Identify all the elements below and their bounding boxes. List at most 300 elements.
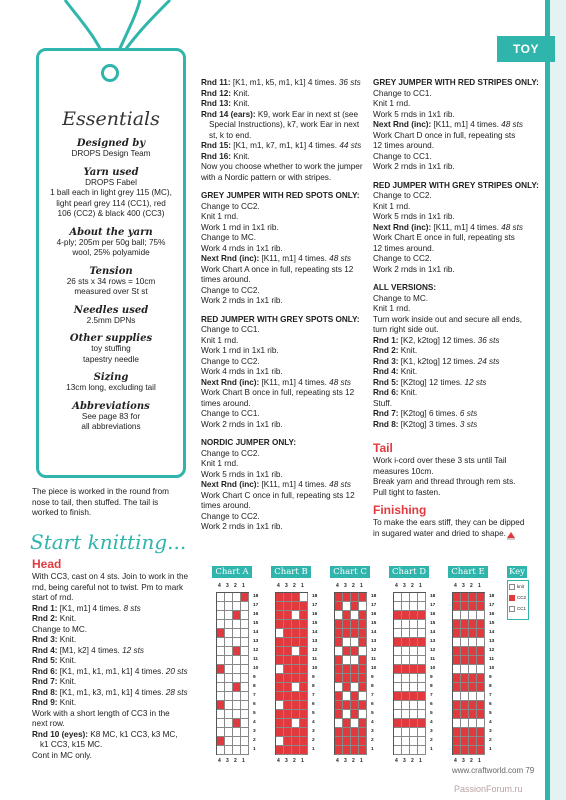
chart-cell: [233, 746, 241, 755]
chart-cell: [402, 683, 410, 692]
finishing-heading: Finishing: [373, 503, 427, 517]
instruction-line: Change to CC2.: [201, 511, 260, 521]
chart-cell: [292, 710, 300, 719]
sizing-heading: Sizing: [93, 372, 129, 383]
chart-cell: [461, 692, 469, 701]
chart-cell: [418, 674, 426, 683]
chart-col-label: 1: [242, 758, 245, 764]
chart-cell: [335, 710, 343, 719]
chart-cell: [241, 638, 249, 647]
chart-cell: [410, 656, 418, 665]
instruction-line: [201, 430, 371, 438]
chart-cell: [453, 746, 461, 755]
instruction-line: Work 5 rnds in 1x1 rib.: [201, 469, 283, 479]
chart-cell: [300, 638, 308, 647]
instruction-line: Stuff.: [373, 398, 392, 408]
chart-col-label: 1: [478, 583, 481, 589]
chart-cell: [241, 602, 249, 611]
chart-cell: [300, 692, 308, 701]
chart-cell: [241, 674, 249, 683]
chart-row-label: 3: [489, 729, 492, 734]
chart-row-label: 17: [371, 603, 377, 608]
chart-row-label: 17: [253, 603, 259, 608]
chart-cell: [394, 746, 402, 755]
instruction-line: Rnd 3: Knit.: [32, 635, 77, 644]
chart-cell: [225, 656, 233, 665]
chart-title: Chart C: [330, 566, 370, 578]
chart-cell: [335, 602, 343, 611]
chart-cell: [394, 674, 402, 683]
chart-cell: [351, 701, 359, 710]
chart-title: Chart A: [212, 566, 252, 578]
chart-row-label: 4: [312, 720, 315, 725]
instruction-line: GREY JUMPER WITH RED STRIPES ONLY:: [373, 78, 539, 87]
chart-cell: [351, 692, 359, 701]
chart-cell: [233, 692, 241, 701]
chart-cell: [335, 647, 343, 656]
chart-col-label: 2: [234, 758, 237, 764]
chart-cell: [343, 611, 351, 620]
abbrev-heading: Abbreviations: [72, 400, 150, 412]
chart-cell: [292, 719, 300, 728]
chart-cell: [300, 656, 308, 665]
chart-cell: [225, 611, 233, 620]
chart-row-label: 2: [312, 738, 315, 743]
chart-cell: [394, 629, 402, 638]
instruction-line: Next Rnd (inc): [K11, m1] 4 times. 48 sts: [373, 120, 524, 129]
chart-cell: [351, 674, 359, 683]
chart-cell: [284, 692, 292, 701]
chart-cell: [418, 692, 426, 701]
chart-cell: [241, 728, 249, 737]
chart-cell: [461, 656, 469, 665]
chart-cell: [276, 611, 284, 620]
chart-cell: [394, 701, 402, 710]
chart-cell: [410, 620, 418, 629]
chart-cell: [300, 719, 308, 728]
chart-row-label: 16: [430, 612, 436, 617]
instruction-line: With CC3, cast on 4 sts. Join to work in the: [32, 572, 189, 581]
chart-cell: [359, 710, 367, 719]
instruction-line: Knit 1 rnd.: [201, 212, 239, 221]
chart-cell: [453, 701, 461, 710]
instruction-line: Knit 1 rnd.: [373, 304, 411, 313]
instruction-line: GREY JUMPER WITH RED SPOTS ONLY:: [201, 191, 360, 200]
instruction-line: Change to CC2.: [201, 356, 260, 366]
chart-cell: [469, 629, 477, 638]
instruction-line: Work Chart C once in full, repeating sts 12: [201, 490, 355, 500]
chart-cell: [292, 647, 300, 656]
chart-cell: [300, 674, 308, 683]
chart-cell: [477, 701, 485, 710]
chart-cell: [402, 737, 410, 746]
chart-row-label: 8: [430, 684, 433, 689]
key-swatch-cc2: [509, 595, 515, 601]
chart-cell: [359, 638, 367, 647]
instruction-line: times around.: [201, 275, 251, 284]
chart-cell: [359, 620, 367, 629]
chart-cell: [292, 611, 300, 620]
chart-cell: [300, 620, 308, 629]
instruction-line: Work 1 rnd in 1x1 rib.: [201, 222, 279, 232]
chart-cell: [241, 719, 249, 728]
chart-grid: [216, 592, 249, 755]
chart-row-label: 3: [253, 729, 256, 734]
chart-cell: [410, 647, 418, 656]
chart-col-label: 4: [454, 583, 457, 589]
chart-cell: [469, 665, 477, 674]
chart-cell: [241, 692, 249, 701]
chart-col-label: 2: [470, 583, 473, 589]
chart-cell: [469, 638, 477, 647]
chart-cell: [335, 701, 343, 710]
chart-row-label: 5: [430, 711, 433, 716]
chart-grid: [393, 592, 426, 755]
chart-cell: [453, 737, 461, 746]
chart-cell: [225, 692, 233, 701]
chart-cell: [359, 674, 367, 683]
chart-cell: [300, 611, 308, 620]
chart-cell: [284, 593, 292, 602]
instruction-line: Rnd 7: [K2tog] 6 times. 6 sts: [373, 409, 478, 418]
chart-cell: [335, 728, 343, 737]
instruction-line: [373, 275, 543, 283]
chart-cell: [418, 629, 426, 638]
instruction-line: Change to CC2.: [201, 285, 260, 295]
chart-row-label: 13: [253, 639, 259, 644]
chart-row-label: 6: [253, 702, 256, 707]
instruction-line: Rnd 1: [K1, m1] 4 times. 8 sts: [32, 603, 141, 613]
chart-cell: [217, 719, 225, 728]
chart-row-label: 10: [489, 666, 495, 671]
instruction-line: Work Chart E once in full, repeating sts: [373, 233, 515, 242]
chart-cell: [225, 737, 233, 746]
instruction-line: ALL VERSIONS:: [373, 283, 437, 292]
chart-row-label: 5: [312, 711, 315, 716]
chart-cell: [284, 737, 292, 746]
instruction-line: Work 2 rnds in 1x1 rib.: [201, 522, 283, 531]
chart-cell: [359, 629, 367, 638]
chart-cell: [233, 683, 241, 692]
chart-cell: [453, 710, 461, 719]
chart-cell: [477, 656, 485, 665]
chart-cell: [292, 674, 300, 683]
chart-cell: [335, 638, 343, 647]
chart-row-label: 6: [371, 702, 374, 707]
chart-row-label: 18: [253, 594, 259, 599]
instruction-line: with a Nordic pattern or with stripes.: [201, 172, 332, 182]
chart-cell: [477, 719, 485, 728]
chart-cell: [394, 710, 402, 719]
chart-cell: [402, 611, 410, 620]
chart-row-label: 3: [430, 729, 433, 734]
instruction-line: Work with a short length of CC3 in the: [32, 708, 170, 718]
chart-row-label: 5: [489, 711, 492, 716]
instruction-line: Rnd 2: Knit.: [32, 614, 77, 623]
chart-cell: [453, 620, 461, 629]
chart-col-label: 2: [470, 758, 473, 764]
chart-cell: [477, 710, 485, 719]
instruction-line: in sugared water and dried to shape.: [373, 528, 506, 538]
chart-cell: [233, 656, 241, 665]
chart-cell: [343, 710, 351, 719]
chart-cell: [469, 692, 477, 701]
instruction-line: Now you choose whether to work the jumper: [201, 162, 363, 171]
chart-row-label: 3: [371, 729, 374, 734]
chart-col-label: 4: [336, 583, 339, 589]
chart-col-label: 4: [277, 583, 280, 589]
chart-col-label: 4: [218, 758, 221, 764]
instruction-line: times around.: [201, 398, 251, 408]
chart-row-label: 4: [371, 720, 374, 725]
chart-cell: [402, 719, 410, 728]
about-heading: About the yarn: [69, 226, 153, 238]
chart-col-label: 3: [344, 758, 347, 764]
chart-cell: [410, 683, 418, 692]
chart-cell: [410, 602, 418, 611]
instruction-line: rnd, being careful not to twist. Pm to mark: [32, 582, 184, 592]
section-tab: TOY: [497, 36, 555, 62]
chart-cell: [394, 656, 402, 665]
instruction-line: Work Chart B once in full, repeating sts 12: [201, 388, 355, 397]
chart-row-label: 12: [489, 648, 495, 653]
chart-col-label: 3: [226, 583, 229, 589]
chart-cell: [292, 665, 300, 674]
chart-col-label: 1: [360, 583, 363, 589]
chart-cell: [477, 674, 485, 683]
chart-cell: [351, 629, 359, 638]
chart-cell: [276, 665, 284, 674]
chart-col-label: 3: [403, 758, 406, 764]
chart-cell: [359, 701, 367, 710]
chart-cell: [469, 674, 477, 683]
chart-cell: [469, 737, 477, 746]
chart-cell: [217, 701, 225, 710]
chart-row-label: 15: [489, 621, 495, 626]
chart-col-label: 2: [293, 583, 296, 589]
instruction-line: Special Instructions), k7, work Ear in next: [209, 120, 360, 129]
chart-col-label: 3: [462, 758, 465, 764]
chart-row-label: 10: [253, 666, 259, 671]
chart-cell: [351, 710, 359, 719]
chart-cell: [241, 629, 249, 638]
instruction-line: Next Rnd (inc): [K11, m1] 4 times. 48 sts: [373, 222, 524, 232]
chart-cell: [351, 647, 359, 656]
chart-cell: [453, 656, 461, 665]
chart-cell: [276, 710, 284, 719]
instruction-line: Knit 1 rnd.: [373, 99, 411, 108]
key-label: CC1: [517, 606, 527, 611]
other-heading: Other supplies: [69, 333, 153, 344]
instruction-line: [373, 173, 543, 181]
chart-cell: [284, 674, 292, 683]
yarn-line: light pearl grey 114 (CC1), red: [56, 198, 166, 208]
chart-cell: [461, 647, 469, 656]
chart-cell: [394, 719, 402, 728]
chart-cell: [343, 746, 351, 755]
chart-col-label: 3: [462, 583, 465, 589]
chart-title: Chart B: [271, 566, 311, 578]
instruction-line: Rnd 8: [K1, m1, k3, m1, k1] 4 times. 28 sts: [32, 687, 188, 697]
chart-cell: [351, 656, 359, 665]
chart-col-label: 3: [226, 758, 229, 764]
chart-cell: [477, 683, 485, 692]
chart-row-label: 13: [312, 639, 318, 644]
chart-row-label: 5: [371, 711, 374, 716]
chart-cell: [351, 683, 359, 692]
instruction-line: Rnd 7: Knit.: [32, 677, 77, 686]
chart-cell: [335, 593, 343, 602]
chart-cell: [351, 737, 359, 746]
yarn-heading: Yarn used: [83, 166, 139, 178]
instruction-line: start of rnd.: [32, 593, 74, 602]
chart-cell: [233, 737, 241, 746]
chart-cell: [276, 719, 284, 728]
chart-cell: [394, 593, 402, 602]
chart-cell: [453, 647, 461, 656]
instruction-line: Rnd 2: Knit.: [373, 346, 418, 355]
chart-cell: [410, 665, 418, 674]
key-label: knit: [517, 584, 525, 589]
chart-row-label: 7: [371, 693, 374, 698]
chart-col-label: 2: [352, 583, 355, 589]
chart-cell: [351, 611, 359, 620]
instruction-line: Rnd 9: Knit.: [32, 698, 77, 707]
chart-cell: [217, 638, 225, 647]
chart-cell: [477, 602, 485, 611]
designed-by: DROPS Design Team: [71, 149, 151, 158]
chart-cell: [453, 692, 461, 701]
chart-cell: [335, 683, 343, 692]
instruction-line: Change to CC1.: [373, 151, 432, 161]
chart-cell: [359, 665, 367, 674]
chart-cell: [418, 737, 426, 746]
chart-cell: [469, 728, 477, 737]
chart-cell: [402, 602, 410, 611]
instruction-line: Rnd 1: [K2, k2tog] 12 times. 36 sts: [373, 335, 500, 345]
chart-row-label: 18: [489, 594, 495, 599]
other-line: tapestry needle: [83, 354, 139, 364]
start-knitting-heading: Start knitting...: [30, 530, 187, 554]
chart-cell: [359, 593, 367, 602]
instruction-line: Work 1 rnd in 1x1 rib.: [201, 346, 279, 355]
instruction-line: Rnd 10 (eyes): K8 MC, k1 CC3, k3 MC,: [32, 729, 178, 739]
chart-cell: [276, 638, 284, 647]
instructions-col-2: [201, 78, 371, 533]
chart-cell: [469, 719, 477, 728]
chart-col-label: 4: [454, 758, 457, 764]
chart-cell: [300, 710, 308, 719]
chart-row-label: 2: [371, 738, 374, 743]
intro-line: The piece is worked in the round from: [32, 487, 169, 496]
chart-cell: [461, 728, 469, 737]
chart-cell: [343, 620, 351, 629]
chart-cell: [335, 629, 343, 638]
chart-cell: [351, 620, 359, 629]
chart-row-label: 9: [253, 675, 256, 680]
key-label: CC2: [517, 595, 527, 600]
tension-heading: Tension: [89, 265, 133, 277]
instruction-line: Next Rnd (inc): [K11, m1] 4 times. 48 sts: [201, 377, 352, 387]
chart-cell: [402, 620, 410, 629]
chart-cell: [402, 701, 410, 710]
chart-col-label: 1: [419, 583, 422, 589]
chart-row-label: 11: [371, 657, 377, 662]
chart-cell: [217, 656, 225, 665]
instruction-line: Work 2 rnds in 1x1 rib.: [201, 419, 283, 429]
chart-cell: [402, 593, 410, 602]
chart-cell: [402, 674, 410, 683]
chart-cell: [217, 611, 225, 620]
chart-row-label: 4: [489, 720, 492, 725]
instruction-line: Knit 1 rnd.: [201, 335, 239, 345]
chart-row-label: 12: [430, 648, 436, 653]
chart-cell: [453, 611, 461, 620]
chart-cell: [292, 683, 300, 692]
chart-row-label: 15: [430, 621, 436, 626]
instruction-line: Rnd 4: Knit.: [373, 367, 418, 376]
chart-col-label: 1: [301, 758, 304, 764]
chart-cell: [300, 647, 308, 656]
chart-cell: [453, 602, 461, 611]
tail-text: [373, 456, 543, 498]
chart-cell: [343, 683, 351, 692]
chart-cell: [469, 602, 477, 611]
watermark: PassionForum.ru: [454, 784, 523, 794]
chart-col-label: 2: [234, 583, 237, 589]
chart-row-label: 8: [253, 684, 256, 689]
chart-cell: [225, 647, 233, 656]
chart-cell: [292, 701, 300, 710]
chart-cell: [469, 746, 477, 755]
chart-cell: [217, 620, 225, 629]
chart-cell: [461, 602, 469, 611]
chart-cell: [225, 701, 233, 710]
chart-cell: [300, 737, 308, 746]
chart-cell: [351, 665, 359, 674]
chart-cell: [241, 710, 249, 719]
chart-row-label: 17: [430, 603, 436, 608]
instruction-line: k1 CC3, k15 MC.: [40, 740, 103, 749]
chart-cell: [418, 602, 426, 611]
chart-row-label: 9: [371, 675, 374, 680]
chart-cell: [359, 719, 367, 728]
instruction-line: Change to MC.: [201, 233, 257, 242]
chart-cell: [469, 593, 477, 602]
chart-cell: [477, 638, 485, 647]
chart-row-label: 14: [430, 630, 436, 635]
chart-cell: [233, 719, 241, 728]
chart-cell: [410, 692, 418, 701]
instruction-line: Work 2 rnds in 1x1 rib.: [373, 264, 455, 274]
chart-row-label: 8: [489, 684, 492, 689]
chart-cell: [276, 602, 284, 611]
instruction-line: measures 10cm.: [373, 466, 434, 476]
instruction-line: Rnd 8: [K2tog] 3 times. 3 sts: [373, 419, 478, 429]
chart-cell: [217, 746, 225, 755]
chart-row-label: 2: [430, 738, 433, 743]
chart-cell: [335, 611, 343, 620]
chart-title: Chart E: [448, 566, 488, 578]
instruction-line: RED JUMPER WITH GREY STRIPES ONLY:: [373, 180, 539, 190]
chart-cell: [292, 728, 300, 737]
chart-col-label: 4: [336, 758, 339, 764]
chart-cell: [217, 674, 225, 683]
chart-row-label: 11: [489, 657, 495, 662]
chart-cell: [276, 692, 284, 701]
chart-cell: [461, 629, 469, 638]
chart-cell: [359, 746, 367, 755]
